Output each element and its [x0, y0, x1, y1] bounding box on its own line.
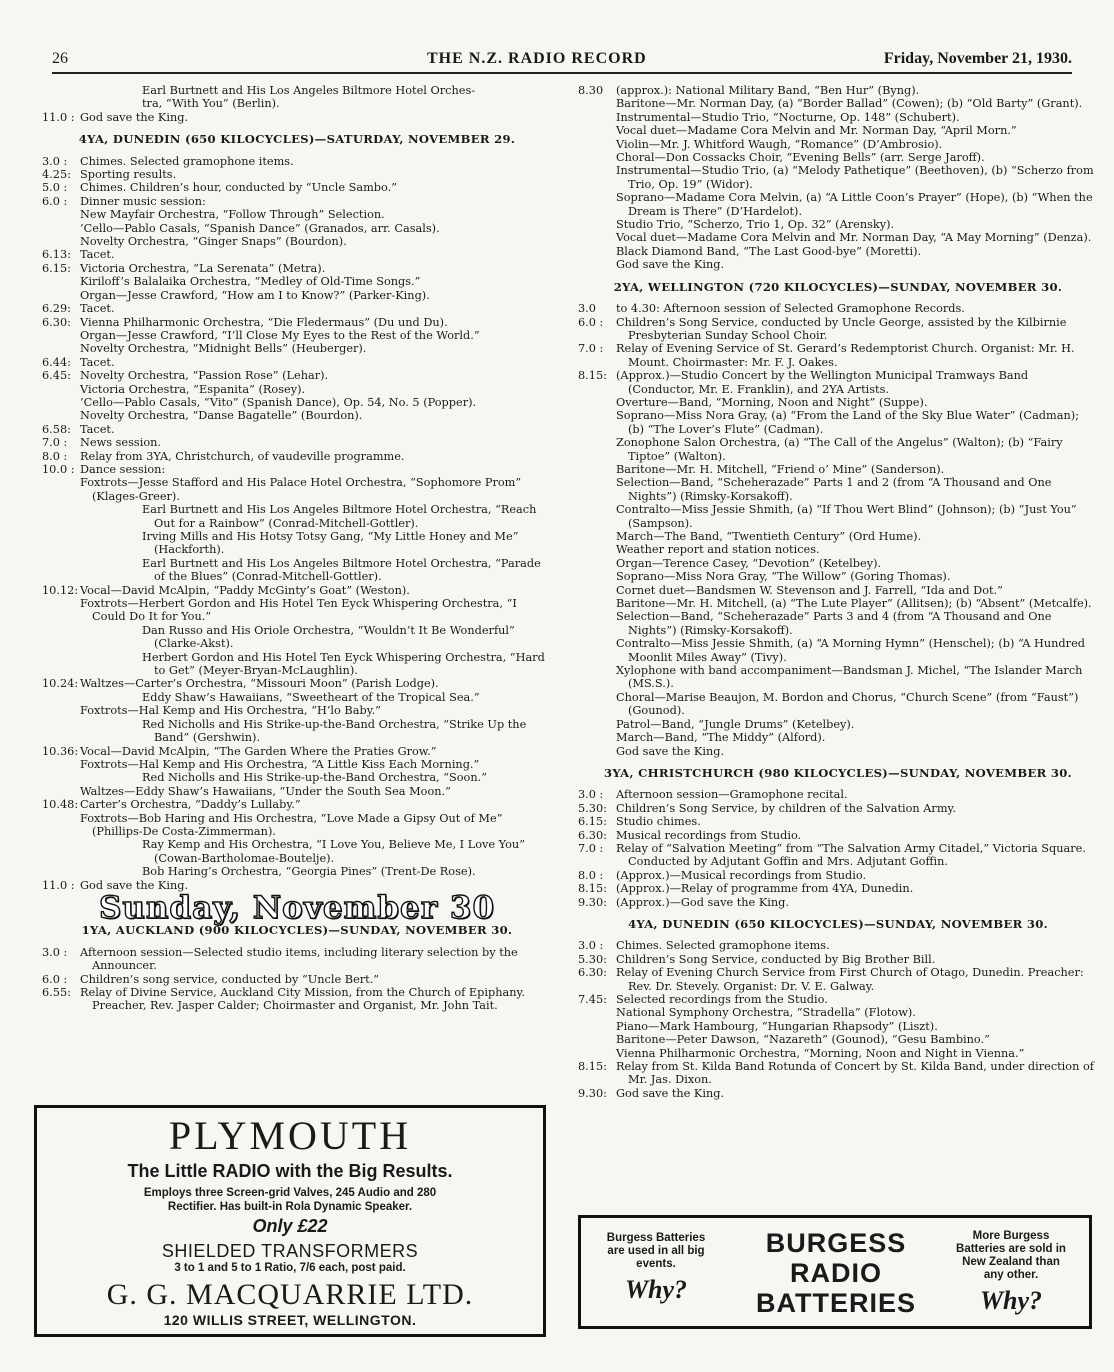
plymouth-advertisement: [34, 1105, 546, 1337]
entry-line: Foxtrots—Herbert Gordon and His Hotel Ten Eyck Whispering Orchestra, “I Could Do It for You.”: [80, 597, 517, 624]
program-entry: [42, 423, 552, 436]
entry-body: [80, 624, 552, 678]
entry-line: Children’s song service, conducted by “Uncle Bert.”: [80, 972, 380, 986]
entry-body: [616, 802, 1098, 815]
entry-line: Tacet.: [80, 422, 115, 436]
entry-line: Children’s Song Service, conducted by Big Brother Bill.: [616, 952, 936, 966]
entry-body: [80, 745, 552, 772]
entry-time: 8.0 :: [578, 868, 604, 882]
entry-time: 5.30:: [578, 952, 607, 966]
program-entry: [42, 181, 552, 194]
entry-line: Soprano—Miss Nora Gray, “The Willow” (Goring Thomas).: [616, 570, 951, 584]
program-entry: [42, 155, 552, 168]
entry-time: 6.0 :: [42, 194, 68, 208]
program-entry: [42, 302, 552, 315]
entry-line: News session.: [80, 436, 161, 450]
section-heading-1ya: 1YA, AUCKLAND (900 KILOCYCLES)—SUNDAY, NOVEMBER 30.: [81, 923, 513, 938]
entry-body: [80, 677, 552, 690]
right-top-block: [578, 84, 1098, 272]
burgess-center-logo: [741, 1228, 931, 1318]
entry-line: Irving Mills and His Hotsy Totsy Gang, “My Little Honey and Me” (Hackforth).: [142, 530, 519, 557]
entry-line: (Approx.)—God save the King.: [616, 895, 789, 909]
entry-body: [616, 815, 1098, 828]
entry-time: [42, 691, 80, 704]
entry-time: 6.44:: [42, 355, 71, 369]
program-2ya: [578, 302, 1098, 758]
program-entry: [42, 436, 552, 449]
entry-line: ’Cello—Pablo Casals, “Spanish Dance” (Granados, arr. Casals).: [80, 221, 440, 235]
entry-line: March—Band, “The Middy” (Alford).: [616, 731, 826, 745]
entry-time: 3.0: [578, 302, 596, 316]
entry-time: [42, 503, 80, 583]
entry-line: Contralto—Miss Jessie Shmith, (a) “If Thou Wert Blind” (Johnson); (b) “Just You” (Sampson).: [616, 503, 1077, 530]
entry-line: Sporting results.: [80, 168, 177, 182]
entry-body: [80, 302, 552, 315]
entry-body: [616, 953, 1098, 966]
entry-line: Tacet.: [80, 302, 115, 316]
entry-time: 7.0 :: [578, 342, 604, 356]
entry-line: (Approx.)—Musical recordings from Studio.: [616, 868, 867, 882]
left-column: [42, 84, 552, 1013]
entry-body: [616, 869, 1098, 882]
entry-time: 7.45:: [578, 993, 607, 1006]
burgess-left-text: Burgess Batteries are used in all big events.: [606, 1232, 706, 1270]
entry-line: Tacet.: [80, 355, 115, 369]
program-entry: [42, 624, 552, 678]
entry-line: (Approx.)—Studio Concert by the Wellington Municipal Tramways Band (Conductor, Mr. E. Franklin), and 2YA Artists.: [616, 369, 1029, 396]
entry-line: Choral—Marise Beaujon, M. Bordon and Chorus, “Church Scene” (from “Faust”) (Gounod).: [616, 690, 1079, 718]
entry-body: [80, 463, 552, 476]
entry-line: National Symphony Orchestra, “Stradella” (Flotow).: [616, 1006, 916, 1020]
burgess-right-why: Why?: [979, 1286, 1043, 1315]
entry-line: Ray Kemp and His Orchestra, “I Love You, Believe Me, I Love You” (Cowan-Bartholomae-Boutelje).: [142, 838, 525, 865]
section-heading-2ya: 2YA, WELLINGTON (720 KILOCYCLES)—SUNDAY, NOVEMBER 30.: [613, 279, 1063, 294]
entry-line: God save the King.: [616, 744, 725, 758]
program-entry: [578, 896, 1098, 909]
entry-line: Vocal duet—Madame Cora Melvin and Mr. Norman Day, “April Morn.”: [616, 124, 1017, 138]
entry-line: Dinner music session:: [80, 194, 206, 208]
program-entry: [42, 450, 552, 463]
entry-time: 6.15:: [42, 261, 71, 275]
entry-time: 6.55:: [42, 986, 71, 999]
entry-line: Earl Burtnett and His Los Angeles Biltmore Hotel Orches-: [142, 84, 476, 97]
entry-time: 5.30:: [578, 801, 607, 815]
program-entry: [578, 342, 1098, 369]
entry-time: 3.0 :: [578, 939, 604, 953]
entry-line: Carter’s Orchestra, “Daddy’s Lullaby.”: [80, 798, 301, 812]
entry-body: [80, 248, 552, 261]
entry-time: 6.30:: [578, 966, 607, 980]
program-entry: [42, 677, 552, 690]
entry-time: 7.0 :: [42, 436, 68, 450]
ad-ratio: 3 to 1 and 5 to 1 Ratio, 7/6 each, post paid.: [174, 1262, 406, 1274]
program-entry: [42, 584, 552, 624]
entry-body: [80, 262, 552, 302]
entry-line: Vocal—David McAlpin, “The Garden Where the Praties Grow.”: [80, 744, 437, 758]
program-entry: [42, 248, 552, 261]
program-entry: [42, 262, 552, 302]
program-entry: [42, 986, 552, 1013]
publication-title: THE N.Z. RADIO RECORD: [427, 50, 647, 67]
program-entry: [42, 168, 552, 181]
entry-line: Baritone—Peter Dawson, “Nazareth” (Gounod), “Gesu Bambino.”: [616, 1033, 990, 1047]
entry-body: [80, 450, 552, 463]
entry-line: Instrumental—Studio Trio, (a) “Melody Pathetique” (Beethoven), (b) “Scherzo from Trio, Op. 19” (Widor).: [616, 164, 1094, 191]
entry-body: [80, 356, 552, 369]
entry-line: Selection—Band, “Scheherazade” Parts 3 and 4 (from “A Thousand and One Nights”) (Rimsky-Korsakoff).: [616, 610, 1052, 637]
entry-body: [80, 771, 552, 784]
entry-body: [80, 704, 552, 717]
program-entry: [42, 691, 552, 704]
program-entry: [578, 302, 1098, 315]
page-header: [52, 48, 1072, 74]
program-entry: [42, 771, 552, 784]
entry-body: [80, 476, 552, 503]
entry-time: 6.0 :: [578, 315, 604, 329]
entry-time: 8.0 :: [42, 449, 68, 463]
program-entry: [578, 953, 1098, 966]
entry-body: [616, 939, 1098, 952]
entry-line: Chimes. Children’s hour, conducted by “Uncle Sambo.”: [80, 181, 397, 195]
entry-time: [42, 476, 80, 503]
entry-time: 7.0 :: [578, 841, 604, 855]
entry-time: [42, 718, 80, 745]
entry-time: 3.0 :: [42, 945, 68, 959]
entry-body: [80, 84, 552, 111]
entry-body: [80, 168, 552, 181]
entry-line: Contralto—Miss Jessie Shmith, (a) “A Morning Hymn” (Henschel); (b) “A Hundred Moonlit Miles Away” (Tivy).: [616, 637, 1085, 664]
entry-line: Weather report and station notices.: [616, 543, 820, 557]
program-entry: [578, 316, 1098, 343]
burgess-left-why: Why?: [624, 1275, 688, 1304]
ad-address: 120 WILLIS STREET, WELLINGTON.: [163, 1312, 417, 1328]
entry-line: Foxtrots—Bob Haring and His Orchestra, “Love Made a Gipsy Out of Me” (Phillips-De Costa-Zimmerman).: [80, 811, 503, 838]
entry-body: [80, 436, 552, 449]
entry-line: Piano—Mark Hambourg, “Hungarian Rhapsody” (Liszt).: [616, 1019, 938, 1033]
program-entry: [578, 966, 1098, 993]
entry-body: [80, 369, 552, 423]
program-entry: [578, 869, 1098, 882]
entry-line: Earl Burtnett and His Los Angeles Biltmore Hotel Orchestra, “Parade of the Blues” (Conrad-Mitchell-Gottler).: [142, 556, 541, 584]
program-entry: [42, 356, 552, 369]
entry-body: [80, 584, 552, 624]
entry-line: Herbert Gordon and His Hotel Ten Eyck Whispering Orchestra, “Hard to Get” (Meyer-Bryan-McLaughlin).: [142, 650, 545, 678]
entry-line: Waltzes—Carter’s Orchestra, “Missouri Moon” (Parish Lodge).: [80, 677, 439, 691]
program-entry: [578, 815, 1098, 828]
entry-line: Vocal—David McAlpin, “Paddy McGinty’s Goat” (Weston).: [80, 583, 410, 597]
entry-time: [42, 838, 80, 878]
entry-body: [616, 302, 1098, 315]
entry-line: to 4.30: Afternoon session of Selected Gramophone Records.: [616, 302, 965, 316]
entry-line: Novelty Orchestra, “Danse Bagatelle” (Bourdon).: [80, 409, 363, 423]
entry-line: Organ—Terence Casey, “Devotion” (Ketelbey).: [616, 556, 882, 570]
program-entry: [42, 195, 552, 249]
entry-body: [80, 423, 552, 436]
entry-line: Chimes. Selected gramophone items.: [80, 154, 294, 168]
entry-body: [616, 896, 1098, 909]
entry-time: 6.0 :: [42, 972, 68, 986]
program-entry: [578, 993, 1098, 1060]
entry-line: Organ—Jesse Crawford, “How am I to Know?” (Parker-King).: [80, 288, 430, 302]
entry-line: Children’s Song Service, by children of the Salvation Army.: [616, 801, 957, 815]
entry-body: [616, 993, 1098, 1060]
program-entry: [42, 785, 552, 798]
entry-line: Zonophone Salon Orchestra, (a) “The Call of the Angelus” (Walton); (b) “Fairy Tiptoe” (Walton).: [616, 436, 1063, 463]
burgess-left-panel: [601, 1232, 711, 1304]
entry-body: [616, 342, 1098, 369]
entry-line: Victoria Orchestra, “Espanita” (Rosey).: [80, 382, 306, 396]
entry-line: tra, “With You” (Berlin).: [142, 97, 280, 111]
program-entry: [578, 1087, 1098, 1100]
entry-line: Organ—Jesse Crawford, “I’ll Close My Eyes to the Rest of the World.”: [80, 328, 480, 342]
program-entry: [42, 704, 552, 717]
entry-body: [616, 1060, 1098, 1087]
entry-line: Novelty Orchestra, “Midnight Bells” (Heuberger).: [80, 342, 367, 356]
entry-line: Tacet.: [80, 248, 115, 262]
entry-line: God save the King.: [80, 878, 189, 892]
entry-line: Black Diamond Band, “The Last Good-bye” (Moretti).: [616, 244, 922, 258]
entry-time: 3.0 :: [42, 154, 68, 168]
ad-price: Only £22: [252, 1216, 328, 1236]
entry-line: Foxtrots—Hal Kemp and His Orchestra, “H’lo Baby.”: [80, 704, 381, 718]
entry-line: Vienna Philharmonic Orchestra, “Morning, Noon and Night in Vienna.”: [616, 1046, 1025, 1060]
entry-time: 9.30:: [578, 895, 607, 909]
ad-brand: PLYMOUTH: [168, 1113, 412, 1158]
entry-line: Relay from St. Kilda Band Rotunda of Concert by St. Kilda Band, under direction of Mr. Jas. Dixon.: [616, 1060, 1094, 1087]
entry-line: Vocal duet—Madame Cora Melvin and Mr. Norman Day, “A May Morning” (Denza).: [616, 231, 1092, 245]
entry-line: Dan Russo and His Oriole Orchestra, “Wouldn’t It Be Wonderful” (Clarke-Akst).: [142, 623, 515, 651]
entry-line: Xylophone with band accompaniment—Bandsman J. Michel, “The Islander March (MS.S.).: [616, 664, 1083, 691]
section-heading-4ya-saturday: 4YA, DUNEDIN (650 KILOCYCLES)—SATURDAY, NOVEMBER 29.: [78, 132, 516, 147]
entry-time: 8.15:: [578, 1060, 607, 1074]
entry-body: [616, 966, 1098, 993]
entry-body: [80, 155, 552, 168]
burgess-word-1: BURGESS: [765, 1228, 907, 1258]
entry-line: Waltzes—Eddy Shaw’s Hawaiians, “Under the South Sea Moon.”: [80, 784, 451, 798]
entry-time: 8.15:: [578, 369, 607, 383]
entry-time: 8.15:: [578, 882, 607, 896]
ad-shielded: SHIELDED TRANSFORMERS: [161, 1241, 419, 1261]
entry-line: Foxtrots—Hal Kemp and His Orchestra, “A Little Kiss Each Morning.”: [80, 757, 480, 771]
program-entry: [578, 829, 1098, 842]
entry-body: [80, 946, 552, 973]
left-top-block: [42, 84, 552, 124]
entry-body: [80, 973, 552, 986]
entry-line: Selected recordings from the Studio.: [616, 993, 828, 1006]
entry-time: 5.0 :: [42, 181, 68, 195]
entry-body: [80, 785, 552, 798]
page-number: 26: [52, 50, 68, 67]
burgess-right-panel: [951, 1230, 1071, 1315]
entry-time: 11.0 :: [42, 878, 75, 892]
entry-line: Instrumental—Studio Trio, “Nocturne, Op. 148” (Schubert).: [616, 110, 960, 124]
program-entry: [42, 973, 552, 986]
entry-time: 10.48:: [42, 798, 79, 812]
entry-line: March—The Band, “Twentieth Century” (Ord Hume).: [616, 530, 922, 543]
entry-line: Relay of “Salvation Meeting” from “The Salvation Army Citadel,” Victoria Square. Conducted by Adjutant Goffin and Mrs. Adjutant Goffin.: [616, 841, 1086, 869]
program-entry: [578, 842, 1098, 869]
entry-line: Relay of Evening Service of St. Gerard’s Redemptorist Church. Organist: Mr. H. Mount. Choirmaster: Mr. F. J. Oakes.: [616, 342, 1075, 369]
entry-line: (approx.): National Military Band, “Ben Hur” (Byng).: [616, 84, 920, 97]
program-entry: [42, 476, 552, 503]
program-entry: [42, 111, 552, 124]
entry-body: [80, 986, 552, 1013]
entry-time: 6.30:: [578, 828, 607, 842]
entry-body: [80, 316, 552, 356]
program-entry: [42, 369, 552, 423]
entry-body: [616, 842, 1098, 869]
entry-time: [42, 771, 80, 784]
entry-line: New Mayfair Orchestra, “Follow Through” Selection.: [80, 208, 385, 222]
entry-time: 6.58:: [42, 422, 71, 436]
entry-line: Novelty Orchestra, “Ginger Snaps” (Bourdon).: [80, 235, 347, 249]
entry-line: Overture—Band, “Morning, Noon and Night” (Suppe).: [616, 395, 928, 409]
entry-line: Baritone—Mr. H. Mitchell, (a) “The Lute Player” (Allitsen); (b) “Absent” (Metcalfe).: [616, 597, 1092, 611]
burgess-advertisement: [578, 1215, 1092, 1329]
entry-body: [616, 84, 1098, 272]
entry-time: 10.0 :: [42, 462, 75, 476]
entry-line: Earl Burtnett and His Los Angeles Biltmore Hotel Orchestra, “Reach Out for a Rainbow” (Conrad-Mitchell-Gottler).: [142, 503, 537, 530]
entry-time: 8.30: [578, 84, 604, 97]
entry-line: God save the King.: [616, 258, 725, 272]
entry-line: God save the King.: [80, 110, 189, 124]
entry-line: Relay of Evening Church Service from First Church of Otago, Dunedin. Preacher: Rev. Dr. Stevely. Organist: Dr. V. E. Galway.: [616, 966, 1084, 993]
entry-line: Bob Haring’s Orchestra, “Georgia Pines” (Trent-De Rose).: [142, 865, 476, 879]
burgess-word-3: BATTERIES: [755, 1288, 916, 1318]
program-entry: [578, 802, 1098, 815]
program-1ya: [42, 946, 552, 1013]
entry-line: Red Nicholls and His Strike-up-the-Band Orchestra, “Strike Up the Band” (Gershwin).: [142, 717, 527, 745]
program-entry: [42, 745, 552, 772]
entry-time: 6.45:: [42, 369, 71, 383]
entry-line: Afternoon session—Gramophone recital.: [616, 788, 848, 802]
entry-body: [616, 882, 1098, 895]
entry-time: 10.12:: [42, 583, 79, 597]
entry-line: Red Nicholls and His Strike-up-the-Band Orchestra, “Soon.”: [142, 771, 487, 785]
entry-body: [80, 798, 552, 838]
entry-time: 11.0 :: [42, 110, 75, 124]
entry-time: 6.30:: [42, 315, 71, 329]
program-entry: [578, 882, 1098, 895]
program-entry: [42, 316, 552, 356]
entry-line: Selection—Band, “Scheherazade” Parts 1 and 2 (from “A Thousand and One Nights”) (Rimsky-Korsakoff).: [616, 476, 1052, 503]
entry-line: Choral—Don Cossacks Choir, “Evening Bells” (arr. Serge Jaroff).: [616, 151, 985, 165]
entry-line: Baritone—Mr. H. Mitchell, “Friend o’ Mine” (Sanderson).: [616, 462, 945, 476]
entry-body: [616, 316, 1098, 343]
entry-body: [80, 718, 552, 745]
entry-time: [42, 704, 80, 717]
entry-line: Patrol—Band, “Jungle Drums” (Ketelbey).: [616, 717, 855, 731]
entry-time: 10.36:: [42, 744, 79, 758]
ad-company: G. G. MACQUARRIE LTD.: [106, 1278, 474, 1311]
entry-line: Studio chimes.: [616, 815, 701, 829]
entry-line: Vienna Philharmonic Orchestra, “Die Fledermaus” (Du und Du).: [80, 315, 448, 329]
program-3ya: [578, 788, 1098, 909]
ad-tagline: The Little RADIO with the Big Results.: [127, 1161, 453, 1181]
entry-line: Baritone—Mr. Norman Day, (a) “Border Ballad” (Cowen); (b) “Old Barty” (Grant).: [616, 97, 1083, 111]
issue-date: Friday, November 21, 1930.: [883, 50, 1072, 67]
section-heading-3ya: 3YA, CHRISTCHURCH (980 KILOCYCLES)—SUNDAY, NOVEMBER 30.: [603, 765, 1073, 780]
entry-line: Studio Trio, “Scherzo, Trio 1, Op. 32” (Arensky).: [616, 218, 895, 232]
entry-line: Novelty Orchestra, “Passion Rose” (Lehar).: [80, 369, 329, 383]
entry-line: Children’s Song Service, conducted by Uncle George, assisted by the Kilbirnie Presbyterian Sunday School Choir.: [616, 315, 1067, 342]
entry-line: Relay of Divine Service, Auckland City Mission, from the Church of Epiphany. Preacher, Rev. Jasper Calder; Choirmaster and Organist, Mr. John Tait.: [80, 986, 526, 1013]
burgess-word-2: RADIO: [790, 1258, 882, 1288]
entry-line: Chimes. Selected gramophone items.: [616, 939, 830, 953]
entry-line: Kiriloff’s Balalaika Orchestra, “Medley of Old-Time Songs.”: [80, 275, 421, 289]
entry-line: (Approx.)—Relay of programme from 4YA, Dunedin.: [616, 882, 914, 896]
program-4ya-sunday: [578, 939, 1098, 1100]
entry-line: Dance session:: [80, 462, 166, 476]
program-entry: [42, 463, 552, 476]
section-heading-4ya-sunday: 4YA, DUNEDIN (650 KILOCYCLES)—SUNDAY, NOVEMBER 30.: [628, 916, 1048, 931]
entry-time: 9.30:: [578, 1086, 607, 1100]
program-entry: [42, 838, 552, 878]
program-entry: [42, 946, 552, 973]
entry-line: Eddy Shaw’s Hawaiians, “Sweetheart of the Tropical Sea.”: [142, 690, 480, 704]
program-entry: [578, 939, 1098, 952]
entry-body: [616, 369, 1098, 758]
entry-time: 6.15:: [578, 815, 607, 829]
entry-time: 6.13:: [42, 248, 71, 262]
entry-line: Relay from 3YA, Christchurch, of vaudeville programme.: [80, 449, 405, 463]
entry-line: ’Cello—Pablo Casals, “Vito” (Spanish Dance), Op. 54, No. 5 (Popper).: [80, 395, 477, 409]
entry-line: Afternoon session—Selected studio items, including literary selection by the Announcer.: [80, 945, 518, 973]
entry-time: 6.29:: [42, 302, 71, 316]
ad-spec-line-1: Employs three Screen-grid Valves, 245 Audio and 280: [143, 1187, 437, 1199]
entry-time: 10.24:: [42, 677, 79, 691]
entry-line: Violin—Mr. J. Whitford Waugh, “Romance” (D’Ambrosio).: [616, 137, 943, 151]
entry-body: [616, 788, 1098, 801]
entry-body: [80, 838, 552, 878]
burgess-right-text: More Burgess Batteries are sold in New Zealand than any other.: [956, 1230, 1066, 1281]
entry-line: Soprano—Miss Nora Gray, (a) “From the Land of the Sky Blue Water” (Cadman); (b) “The Lover’s Flute” (Cadman).: [616, 409, 1079, 436]
entry-body: [80, 195, 552, 249]
program-entry: [578, 788, 1098, 801]
program-entry: [578, 84, 1098, 272]
ad-spec-line-2: Rectifier. Has built-in Rola Dynamic Speaker.: [167, 1201, 413, 1213]
program-entry: [42, 84, 552, 111]
right-column: [578, 84, 1098, 1100]
entry-body: [616, 1087, 1098, 1100]
program-entry: [578, 369, 1098, 758]
entry-time: [42, 785, 80, 798]
entry-line: God save the King.: [616, 1086, 725, 1100]
entry-body: [80, 181, 552, 194]
entry-line: Soprano—Madame Cora Melvin, (a) “A Little Coon’s Prayer” (Hope), (b) “When the Dream is There” (D’Hardelot).: [616, 191, 1093, 218]
program-entry: [42, 503, 552, 583]
program-entry: [42, 718, 552, 745]
entry-time: [42, 624, 80, 678]
program-4ya-saturday: [42, 155, 552, 892]
entry-time: [42, 84, 80, 111]
entry-line: Victoria Orchestra, “La Serenata” (Metra).: [80, 261, 326, 275]
entry-line: Musical recordings from Studio.: [616, 828, 802, 842]
entry-line: Cornet duet—Bandsmen W. Stevenson and J. Farrell, “Ida and Dot.”: [616, 583, 1003, 597]
entry-body: [80, 503, 552, 583]
entry-line: Foxtrots—Jesse Stafford and His Palace Hotel Orchestra, “Sophomore Prom” (Klages-Greer).: [80, 476, 522, 503]
entry-time: 4.25:: [42, 168, 71, 182]
sunday-title: Sunday, November 30: [98, 889, 496, 926]
entry-body: [80, 111, 552, 124]
program-entry: [578, 1060, 1098, 1087]
program-entry: [42, 798, 552, 838]
entry-body: [80, 691, 552, 704]
entry-body: [616, 829, 1098, 842]
entry-time: 3.0 :: [578, 788, 604, 802]
